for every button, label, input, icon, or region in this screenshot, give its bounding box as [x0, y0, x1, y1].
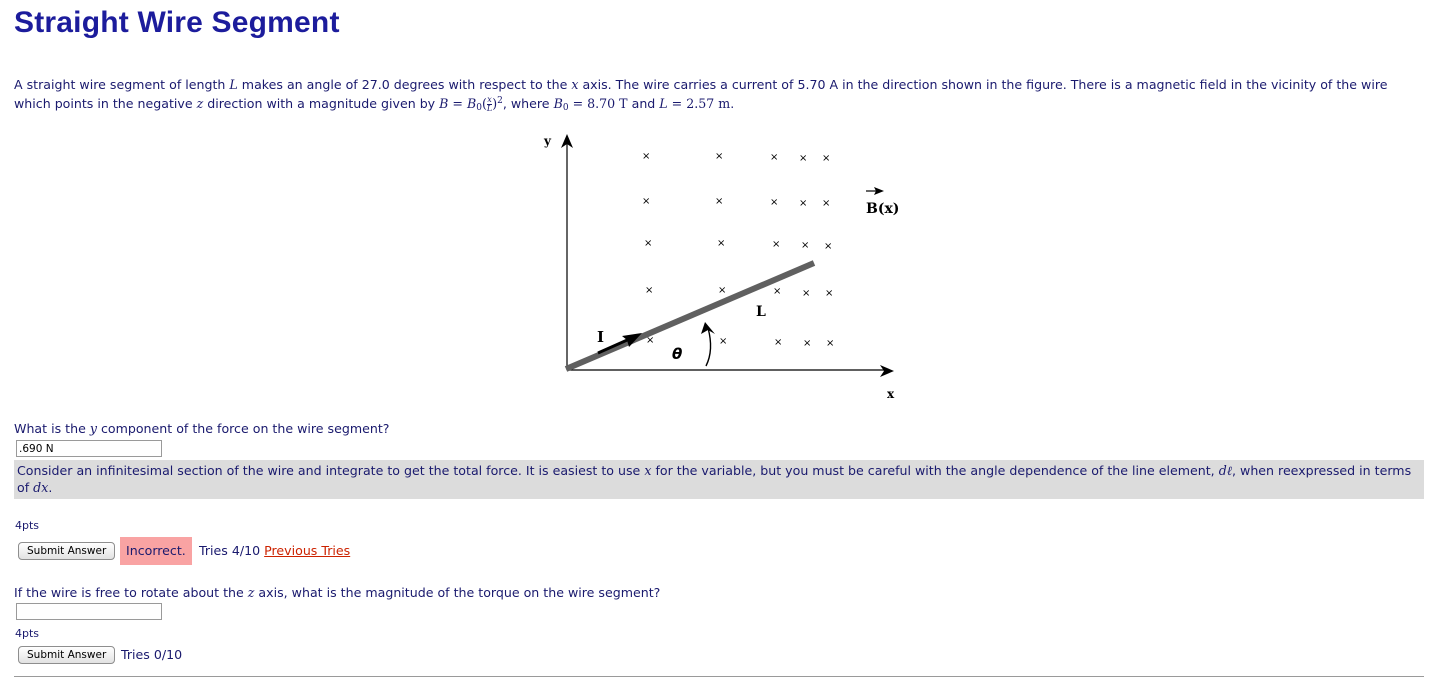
eq-sub: 0: [476, 103, 482, 113]
eq-B: B: [439, 96, 449, 111]
field-mark: ×: [770, 197, 779, 208]
field-mark: ×: [644, 238, 653, 249]
question-text: axis, what is the magnitude of the torque on the wire segment?: [254, 585, 661, 600]
B-field-label: B(x): [866, 201, 900, 217]
frac-numerator: x: [487, 95, 492, 104]
problem-text: and: [627, 96, 660, 111]
current-label: I: [597, 328, 605, 346]
eq-sub: 0: [562, 103, 569, 113]
field-mark: ×: [803, 338, 812, 349]
divider: [14, 676, 1424, 677]
y-axis-label: y: [544, 134, 551, 148]
wire-segment: [566, 263, 814, 369]
force-answer-input[interactable]: [16, 440, 162, 457]
field-equation: [439, 96, 503, 111]
problem-text: A straight wire segment of length: [14, 77, 230, 92]
question-text: If the wire is free to rotate about the: [14, 585, 248, 600]
length-label: L: [756, 304, 766, 320]
field-mark: ×: [825, 288, 834, 299]
problem-text: , where: [502, 96, 554, 111]
problem-text: axis. The wire carries a current of 5.70 A in the direction shown in the figure. There is a magnetic field in the vicinity of the wire which points in the negative: [14, 77, 1388, 111]
eq-paren: ): [492, 96, 498, 111]
tries-info: [199, 543, 350, 558]
field-mark: ×: [642, 196, 651, 207]
wire-figure: [530, 128, 910, 408]
submit-answer-button[interactable]: Submit Answer: [18, 646, 115, 664]
field-mark: ×: [801, 240, 810, 251]
points-label: 4pts: [15, 627, 40, 640]
submit-answer-button[interactable]: Submit Answer: [18, 542, 115, 560]
field-mark: ×: [822, 153, 831, 164]
page-title: Straight Wire Segment: [14, 6, 340, 39]
hint-text: .: [48, 480, 53, 495]
var-L: L: [659, 96, 668, 111]
question-var: y: [89, 421, 97, 436]
eq-sup: 2: [497, 96, 503, 106]
x-axis-label: x: [887, 387, 895, 401]
problem-text: makes an angle of 27.0 degrees with respect to the: [237, 77, 572, 92]
question-text: component of the force on the wire segment?: [96, 421, 390, 436]
L-value: = 2.57 m: [667, 96, 731, 111]
question-1: [14, 421, 389, 436]
field-mark: ×: [642, 151, 651, 162]
torque-answer-input[interactable]: [16, 603, 162, 620]
points-label: 4pts: [15, 519, 40, 532]
field-mark: ×: [646, 335, 655, 346]
field-mark: ×: [717, 238, 726, 249]
hint-var: dℓ: [1218, 463, 1233, 478]
field-mark: ×: [773, 286, 782, 297]
problem-statement: [14, 76, 1424, 117]
eq-B0: B: [466, 96, 477, 111]
eq-equals: =: [448, 96, 467, 111]
field-mark: ×: [824, 241, 833, 252]
status-badge: Incorrect.: [120, 537, 192, 565]
field-mark: ×: [826, 338, 835, 349]
field-mark: ×: [715, 196, 724, 207]
question-2: [14, 585, 660, 600]
field-mark: ×: [770, 152, 779, 163]
hint-var: dx: [33, 480, 49, 495]
x-axis-arrow-icon: [880, 365, 894, 377]
field-mark: ×: [802, 288, 811, 299]
angle-arc: [706, 328, 711, 366]
field-mark: ×: [799, 153, 808, 164]
var-L: L: [229, 77, 238, 92]
hint-text: , when reexpressed in terms of: [17, 463, 1412, 495]
angle-arrow-icon: [701, 322, 715, 334]
field-mark: ×: [719, 336, 728, 347]
var-x: x: [571, 77, 579, 92]
field-mark: ×: [772, 239, 781, 250]
field-mark: ×: [718, 285, 727, 296]
problem-text: .: [730, 96, 735, 111]
field-marks: [642, 151, 834, 349]
hint-var: x: [644, 463, 652, 478]
hint-text: Consider an infinitesimal section of the wire and integrate to get the total force. It is easiest to use: [17, 463, 645, 478]
field-mark: ×: [715, 151, 724, 162]
eq-B0: B: [553, 96, 563, 111]
problem-text: direction with a magnitude given by: [203, 96, 440, 111]
field-mark: ×: [645, 285, 654, 296]
previous-tries-link[interactable]: Previous Tries: [264, 543, 351, 558]
eq-paren: (: [481, 96, 487, 111]
hint-text: for the variable, but you must be careful with the angle dependence of the line element,: [651, 463, 1219, 478]
tries-count: Tries 0/10: [121, 647, 183, 662]
hint-box: [14, 460, 1424, 499]
B0-value: = 8.70 T: [568, 96, 628, 111]
var-z: z: [196, 96, 204, 111]
theta-label: θ: [672, 345, 683, 363]
tries-count: Tries 4/10: [199, 543, 261, 558]
field-mark: ×: [774, 337, 783, 348]
field-mark: ×: [799, 198, 808, 209]
question-text: What is the: [14, 421, 90, 436]
frac-denominator: L: [486, 104, 493, 113]
question-var: z: [247, 585, 255, 600]
field-mark: ×: [822, 198, 831, 209]
